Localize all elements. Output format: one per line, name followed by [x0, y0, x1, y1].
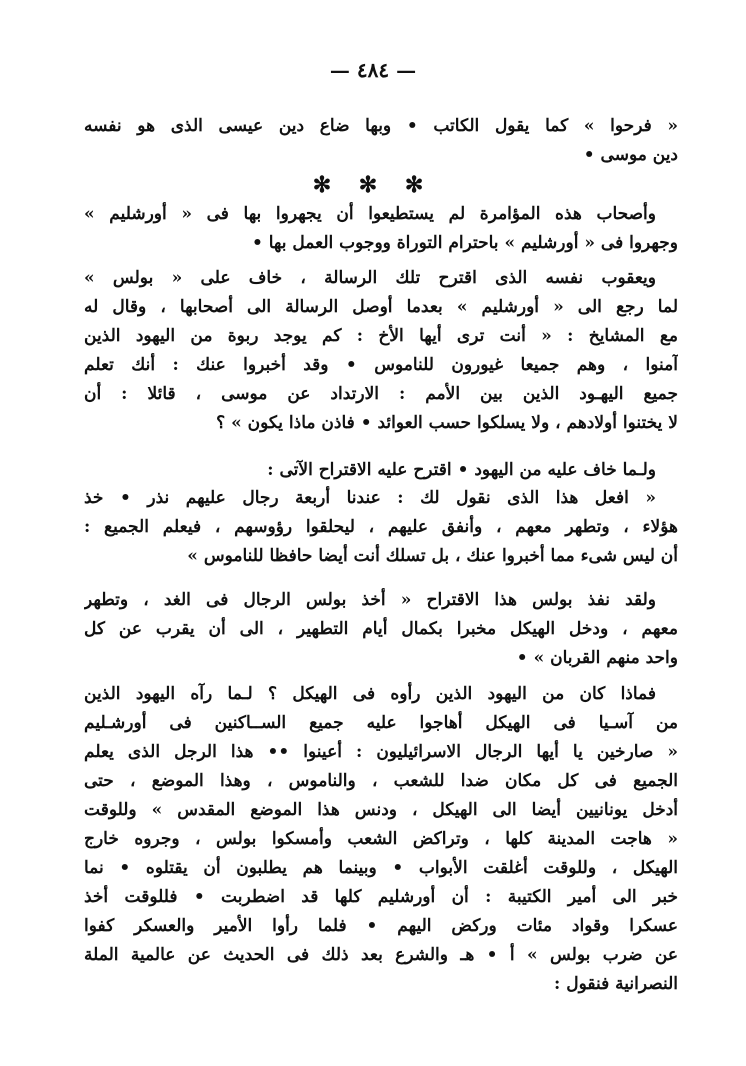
text-line: آمنوا ، وهم جميعا غيورون للناموس • وقد أخبروا عنك : أنك تعلم — [84, 355, 678, 375]
text-line: وأصحاب هذه المؤامرة لم يستطيعوا أن يجهروا بها فى « أورشليم » — [84, 204, 656, 224]
text-line: واحد منهم القربان » • — [516, 648, 678, 668]
text-line: وجهروا فى « أورشليم » باحترام التوراة ووجوب العمل بها • — [251, 233, 678, 253]
text-line: ولـما خاف عليه من اليهود • اقترح عليه الاقتراح الآتى : — [267, 460, 656, 480]
text-line: الجميع فى كل مكان ضدا للشعب ، والناموس ، وهذا الموضع ، حتى — [84, 771, 678, 791]
paragraph — [84, 264, 678, 438]
text-line: ولقد نفذ بولس هذا الاقتراح « أخذ بولس الرجال فى الغد ، وتطهر — [84, 590, 656, 610]
text-line: ويعقوب نفسه الذى اقترح تلك الرسالة ، خاف على « بولس » — [84, 268, 656, 288]
text-line: هؤلاء ، وتطهر معهم ، وأنفق عليهم ، ليحلقوا رؤوسهم ، فيعلم الجميع : — [84, 517, 678, 537]
text-line: خبر الى أمير الكتيبة : أن أورشليم كلها قد اضطربت • فللوقت أخذ — [84, 887, 678, 907]
paragraph — [84, 112, 678, 170]
text-line: « فرحوا » كما يقول الكاتب • وبها ضاع دين عيسى الذى هو نفسه — [84, 116, 678, 136]
text-line: أن ليس شىء مما أخبروا عنك ، بل تسلك أنت أيضا حافظا للناموس » — [187, 546, 678, 566]
text-line: دين موسى • — [583, 145, 678, 165]
section-separator: ✻ ✻ ✻ — [312, 172, 434, 198]
text-line: جميع اليهـود الذين بين الأمم : الارتداد عن موسى ، قائلا : أن — [84, 384, 678, 404]
text-line: من آسـيا فى الهيكل أهاجوا عليه جميع الســاكنين فى أورشـليم — [84, 713, 678, 733]
text-line: الهيكل ، وللوقت أغلقت الأبواب • وبينما هم يطلبون أن يقتلوه • نما — [84, 858, 678, 878]
text-line: مع المشايخ : « أنت ترى أيها الأخ : كم يوجد ربوة من اليهود الذين — [84, 326, 678, 346]
paragraph — [84, 680, 678, 999]
text-line: لما رجع الى « أورشليم » بعدما أوصل الرسالة الى أصحابها ، وقال له — [84, 297, 678, 317]
text-line: النصرانية فنقول : — [554, 974, 678, 994]
text-line: عسكرا وقواد مئات وركض اليهم • فلما رأوا الأمير والعسكر كفوا — [84, 916, 678, 936]
text-line: « هاجت المدينة كلها ، وتراكض الشعب وأمسكوا بولس ، وجروه خارج — [84, 829, 678, 849]
paragraph — [84, 456, 678, 485]
text-line: « صارخين يا أيها الرجال الاسرائيليون : أعينوا •• هذا الرجل الذى يعلم — [84, 742, 678, 762]
paragraph — [84, 484, 678, 571]
page-number: — ٤٨٤ — — [329, 58, 417, 82]
text-line: فماذا كان من اليهود الذين رأوه فى الهيكل ؟ لـما رآه اليهود الذين — [84, 684, 656, 704]
text-line: أدخل يونانيين أيضا الى الهيكل ، ودنس هذا الموضع المقدس » وللوقت — [84, 800, 678, 820]
paragraph — [84, 200, 678, 258]
text-line: معهم ، ودخل الهيكل مخبرا بكمال أيام التطهير ، الى أن يقرب عن كل — [84, 619, 678, 639]
paragraph — [84, 586, 678, 673]
text-line: عن ضرب بولس » أ • هـ والشرع بعد ذلك فى الحديث عن عالمية الملة — [84, 945, 678, 965]
text-line: لا يختنوا أولادهم ، ولا يسلكوا حسب العوائد • فاذن ماذا يكون » ؟ — [216, 413, 678, 433]
text-line: « افعل هذا الذى نقول لك : عندنا أربعة رجال عليهم نذر • خذ — [84, 488, 656, 508]
